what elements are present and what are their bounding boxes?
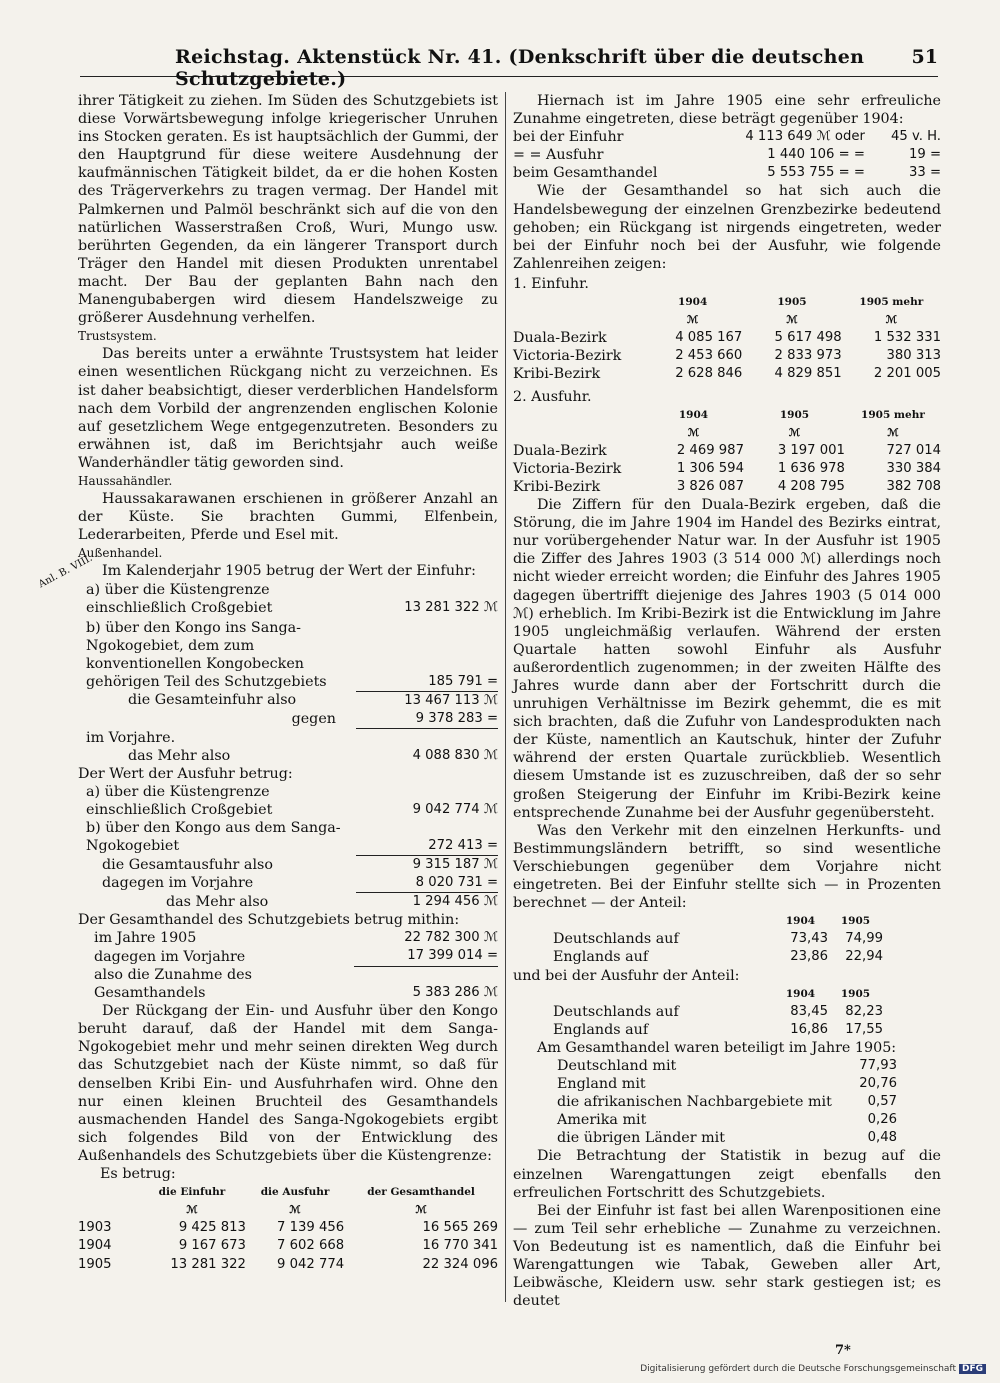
paragraph: Das bereits unter a erwähnte Trustsystem hat leider einen wesentlichen Rückgang nicht zu verzeichnen. Es ist daher beabsichtigt, dieser verderblichen Handelsform nach dem Vorbild der angrenzenden englischen Kolonie auf gesetzlichem Wege entgegenzutreten. Besonders zu erwähnen ist, daß im Berichtsjahr auch weiße Wanderhändler tätig geworden sind. (78, 346, 498, 471)
line-value: 9 042 774 ℳ (412, 802, 498, 818)
row-label: Victoria-Bezirk (513, 460, 622, 477)
table-row (78, 1256, 498, 1274)
page-header (80, 46, 938, 90)
section-heading: Außenhandel. (78, 546, 163, 561)
row-label: Duala-Bezirk (513, 330, 607, 347)
line-label: im Vorjahre. (86, 729, 176, 746)
value-cell: 380 313 (886, 348, 941, 364)
column-divider (505, 92, 506, 1302)
value-cell: 2 628 846 (675, 366, 743, 382)
row-label: Kribi-Bezirk (513, 366, 601, 383)
unit-label: ℳ (786, 314, 798, 327)
line-label: dagegen im Vorjahre (102, 875, 254, 892)
year-cell: 1903 (78, 1220, 112, 1236)
digitization-credit (640, 1364, 986, 1374)
value-cell: 1 532 331 (873, 330, 941, 346)
column-header: der Gesamthandel (367, 1186, 475, 1199)
value-cell: 727 014 (886, 442, 941, 458)
table-row (557, 1111, 897, 1129)
column-header: 1905 mehr (859, 296, 924, 309)
einfuhr-breakdown (86, 581, 498, 765)
row-label: Victoria-Bezirk (513, 348, 622, 365)
left-column (78, 92, 498, 1274)
paragraph: Der Wert der Ausfuhr betrug: (78, 765, 293, 782)
line-value: 17 399 014 = (354, 947, 498, 966)
value-cell: 330 384 (886, 460, 941, 476)
year-cell: 1904 (78, 1238, 112, 1254)
value-cell: 4 113 649 ℳ oder (745, 129, 865, 145)
value-cell: 74,99 (845, 931, 883, 947)
line-label: a) über die Küstengrenze einschließlich Croßgebiet (86, 784, 273, 819)
table-row (513, 128, 941, 146)
right-column (513, 92, 941, 1310)
value-cell: 23,86 (790, 949, 828, 965)
ausfuhr-share-table (553, 985, 883, 1039)
page-number: 51 (911, 46, 938, 68)
column-header: 1905 (840, 987, 871, 1000)
value-cell: 4 085 167 (675, 330, 743, 346)
value-cell: 7 602 668 (277, 1238, 345, 1254)
line-value: 8 020 731 = (356, 874, 498, 893)
value-cell: 9 425 813 (178, 1220, 246, 1236)
line-label: dagegen im Vorjahre (94, 948, 246, 965)
value-cell: 4 208 795 (777, 478, 845, 494)
value-cell: 2 469 987 (676, 442, 744, 458)
value-cell: 1 636 978 (777, 460, 845, 476)
value-cell: 83,45 (790, 1003, 828, 1019)
value-cell: 9 042 774 (277, 1256, 345, 1272)
unit-label: ℳ (687, 314, 699, 327)
value-cell: 1 440 106 = = (767, 147, 865, 163)
value-cell: 1 306 594 (676, 460, 744, 476)
table-row (557, 1129, 897, 1147)
paragraph: Der Rückgang der Ein- und Ausfuhr über den Kongo beruht darauf, daß der Handel mit dem Sanga-Ngokogebiet mehr und mehr seinen direkten Weg durch das Schutzgebiet nach der Küste nimmt, so daß für denselben Kribi Ein- und Ausfuhrhafen wird. Ohne den nur einen kleinen Bruchteil des Gesamthandels ausmachenden Handel des Sanga-Ngokogebiets ergibt sich folgendes Bild von der Entwicklung des Außenhandels des Schutzgebiets über die Küstengrenze: (78, 1003, 498, 1164)
paragraph: Hiernach ist im Jahre 1905 eine sehr erfreuliche Zunahme eingetreten, diese beträgt gegenüber 1904: (513, 93, 941, 128)
table-title: 1. Einfuhr. (513, 275, 589, 292)
value-cell: 82,23 (845, 1003, 883, 1019)
table-row (553, 1021, 883, 1039)
column-header: 1905 (777, 296, 807, 309)
dfg-logo: DFG (959, 1364, 986, 1374)
einfuhr-share-table (553, 912, 883, 966)
table-row (553, 948, 883, 966)
value-cell: 0,57 (867, 1094, 897, 1110)
column-header: 1904 (785, 987, 816, 1000)
row-label: Duala-Bezirk (513, 442, 607, 459)
row-label: beim Gesamthandel (513, 165, 658, 182)
einfuhr-district-table (513, 293, 941, 383)
row-label: Kribi-Bezirk (513, 478, 601, 495)
unit-label: ℳ (788, 426, 801, 439)
table-row (513, 146, 941, 164)
line-label: gegen (291, 710, 336, 727)
year-cell: 1905 (78, 1256, 112, 1272)
table-row (513, 329, 941, 347)
unit-label: ℳ (687, 426, 700, 439)
row-label: Deutschlands auf (553, 931, 679, 948)
table-row (557, 1093, 897, 1111)
table-row (513, 460, 941, 478)
value-cell: 20,76 (859, 1076, 897, 1092)
value-cell: 0,26 (867, 1112, 897, 1128)
value-cell: 45 v. H. (890, 129, 941, 145)
row-label: Deutschland mit (557, 1057, 677, 1074)
table-row (78, 1219, 498, 1237)
value-cell: 16,86 (790, 1021, 828, 1037)
column-header: die Einfuhr (158, 1186, 226, 1199)
line-label: also die Zunahme des Gesamthandels (94, 967, 252, 1002)
row-label: die übrigen Länder mit (557, 1130, 725, 1147)
line-label: b) über den Kongo ins Sanga-Ngokogebiet, dem zum konventionellen Kongobecken gehörigen Teil des Schutzgebiets (86, 619, 327, 690)
value-cell: 2 201 005 (873, 366, 941, 382)
unit-label: ℳ (289, 1204, 301, 1217)
value-cell: 33 = (908, 165, 941, 181)
value-cell: 77,93 (859, 1057, 897, 1073)
value-cell: 5 617 498 (774, 330, 842, 346)
table-intro: Es betrug: (100, 1166, 176, 1183)
gesamthandel-summary (94, 929, 498, 1002)
header-title: Reichstag. Aktenstück Nr. 41. (Denkschrift über die deutschen Schutzgebiete.) (175, 46, 865, 90)
value-cell: 22 324 096 (422, 1256, 498, 1272)
value-cell: 2 833 973 (774, 348, 842, 364)
value-cell: 382 708 (886, 478, 941, 494)
margin-note: Anl. B. VIII. (36, 552, 95, 591)
line-label: im Jahre 1905 (94, 930, 197, 947)
line-value: 272 413 = (356, 819, 498, 855)
value-cell: 22,94 (845, 949, 883, 965)
trade-history-table (78, 1183, 498, 1273)
table-row (553, 930, 883, 948)
table-row (513, 365, 941, 383)
value-cell: 16 770 341 (422, 1238, 498, 1254)
line-label: das Mehr also (166, 893, 269, 910)
value-cell: 13 281 322 (170, 1256, 246, 1272)
table-row (513, 478, 941, 496)
table-row (78, 1237, 498, 1255)
column-header: 1904 (785, 915, 816, 928)
table-row (513, 347, 941, 365)
paragraph: Was den Verkehr mit den einzelnen Herkunfts- und Bestimmungsländern betrifft, so sind wesentliche Verschiebungen gegenüber dem Vorjahre nicht eingetreten. Bei der Einfuhr stellte sich — in Prozenten berechnet — der Anteil: (513, 822, 941, 912)
line-value: 4 088 830 ℳ (412, 747, 498, 763)
line-label: das Mehr also (128, 747, 231, 764)
paragraph: Wie der Gesamthandel so hat sich auch die Handelsbewegung der einzelnen Grenzbezirke bedeutend gehoben; ein Rückgang ist nirgends eingetreten, weder bei der Einfuhr noch bei der Ausfuhr, wie folgende Zahlenreihen zeigen: (513, 183, 941, 272)
value-cell: 2 453 660 (675, 348, 743, 364)
line-value: 5 383 286 ℳ (412, 985, 498, 1001)
value-cell: 4 829 851 (774, 366, 842, 382)
table-row (513, 164, 941, 182)
line-value: 22 782 300 ℳ (404, 930, 498, 946)
line-label: b) über den Kongo aus dem Sanga-Ngokogebiet (86, 820, 341, 855)
paragraph: Die Ziffern für den Duala-Bezirk ergeben, daß die Störung, die im Jahre 1904 im Handel des Bezirks eintrat, nur vorübergehender Natur war. In der Ausfuhr ist 1905 die Ziffer des Jahres 1903 (3 514 000 ℳ) allerdings noch nicht wieder erreicht worden; die Einfuhr des Jahres 1905 dagegen übertrifft diejenige des Jahres 1903 (5 014 000 ℳ) erheblich. Im Kribi-Bezirk ist die Entwicklung im Jahre 1905 ungleichmäßig verlaufen. Während der ersten Quartale hatten sowohl Einfuhr als Ausfuhr außerordentlich zugenommen; in der zweiten Hälfte des Jahres wurde dann aber der Fortschritt durch die unruhigen Verhältnisse im Bezirk gehemmt, die es mit sich brachten, daß die Zufuhr von Landesprodukten nach der Küste, namentlich an Kautschuk, hinter der Zufuhr während der ersten Quartale zurückblieb. Wesentlich diesem Umstande ist es zuzuschreiben, daß der so sehr großen Steigerung der Einfuhr im Kribi-Bezirk keine entsprechende Zunahme bei der Ausfuhr gegenübersteht. (513, 497, 941, 821)
signature-mark: 7* (835, 1343, 851, 1358)
value-cell: 3 826 087 (676, 478, 744, 494)
row-label: = = Ausfuhr (513, 147, 604, 164)
table-row (553, 1003, 883, 1021)
value-cell: 17,55 (845, 1021, 883, 1037)
table-row (513, 442, 941, 460)
row-label: bei der Einfuhr (513, 129, 624, 146)
paragraph: Der Gesamthandel des Schutzgebiets betrug mithin: (78, 912, 460, 929)
paragraph: und bei der Ausfuhr der Anteil: (513, 967, 740, 984)
row-label: England mit (557, 1076, 646, 1093)
value-cell: 9 167 673 (178, 1238, 246, 1254)
table-row (557, 1075, 897, 1093)
unit-label: ℳ (887, 426, 899, 439)
row-label: Englands auf (553, 949, 649, 966)
credit-text: Digitalisierung gefördert durch die Deutsche Forschungsgemeinschaft (640, 1364, 956, 1374)
column-header: 1905 (840, 915, 871, 928)
value-cell: 16 565 269 (422, 1220, 498, 1236)
column-header: 1904 (678, 408, 709, 421)
paragraph: Haussakarawanen erschienen in größerer Anzahl an der Küste. Sie brachten Gummi, Elfenbein, Lederarbeiten, Pferde und Esel mit. (78, 491, 498, 544)
section-heading: Trustsystem. (78, 329, 157, 344)
unit-label: ℳ (885, 314, 897, 327)
line-value: 13 467 113 ℳ (404, 692, 498, 708)
gesamthandel-share-table (557, 1057, 897, 1147)
row-label: Amerika mit (557, 1112, 647, 1129)
paragraph: ihrer Tätigkeit zu ziehen. Im Süden des Schutzgebiets ist diese Vorwärtsbewegung infolge kriegerischer Unruhen ins Stocken geraten. Es ist hauptsächlich der Gummi, der den Hauptgrund für diese weitere Ausdehnung der kaufmännischen Tätigkeit bildet, da er die hohen Kosten des Trägerverkehrs zu tragen vermag. Der Handel mit Palmkernen und Palmöl beschränkt sich auf die von den natürlichen Wasserstraßen Croß, Wuri, Mungo usw. berührten Gegenden, da ein längerer Transport durch Träger den Handel mit diesen Produkten unrentabel macht. Der Bau der geplanten Bahn nach den Manengubabergen wird diesem Handelszweige zu größerer Ausdehnung verhelfen. (78, 93, 498, 327)
value-cell: 0,48 (867, 1130, 897, 1146)
zunahme-table (513, 128, 941, 182)
column-header: 1904 (678, 296, 708, 309)
line-label: die Gesamtausfuhr also (102, 856, 273, 873)
row-label: Deutschlands auf (553, 1003, 679, 1020)
value-cell: 7 139 456 (277, 1220, 345, 1236)
line-value: 9 315 187 ℳ (412, 856, 498, 872)
paragraph: Im Kalenderjahr 1905 betrug der Wert der Einfuhr: (102, 563, 476, 580)
line-value: 1 294 456 ℳ (412, 894, 498, 910)
value-cell: 19 = (908, 147, 941, 163)
line-value: 185 791 = (356, 617, 498, 691)
column-header: 1905 (779, 408, 810, 421)
paragraph: Die Betrachtung der Statistik in bezug auf die einzelnen Warengattungen zeigt ebenfalls den erfreulichen Fortschritt des Schutzgebiets. (513, 1148, 941, 1201)
line-value: 9 378 283 = (356, 710, 498, 729)
value-cell: 3 197 001 (777, 442, 845, 458)
line-label: die Gesamteinfuhr also (128, 692, 297, 709)
paragraph: Am Gesamthandel waren beteiligt im Jahre 1905: (537, 1039, 897, 1056)
value-cell: 73,43 (790, 931, 828, 947)
row-label: Englands auf (553, 1021, 649, 1038)
ausfuhr-district-table (513, 406, 941, 496)
ausfuhr-breakdown (86, 783, 498, 911)
line-value: 13 281 322 ℳ (404, 599, 498, 615)
paragraph: Bei der Einfuhr ist fast bei allen Warenpositionen eine — zum Teil sehr erhebliche — Zunahme zu verzeichnen. Von Bedeutung ist es namentlich, daß die Einfuhr bei Warengattungen wie Tabak, Geweben aller Art, Leibwäsche, Kleidern usw. sehr stark gestiegen ist; es deutet (513, 1202, 941, 1310)
table-row (557, 1057, 897, 1075)
row-label: die afrikanischen Nachbargebiete mit (557, 1094, 832, 1111)
line-label: a) über die Küstengrenze einschließlich Croßgebiet (86, 581, 273, 616)
section-heading: Haussahändler. (78, 473, 173, 488)
unit-label: ℳ (415, 1204, 427, 1217)
table-title: 2. Ausfuhr. (513, 388, 592, 405)
unit-label: ℳ (186, 1204, 198, 1217)
column-header: die Ausfuhr (260, 1186, 330, 1199)
value-cell: 5 553 755 = = (767, 165, 865, 181)
column-header: 1905 mehr (861, 408, 925, 421)
